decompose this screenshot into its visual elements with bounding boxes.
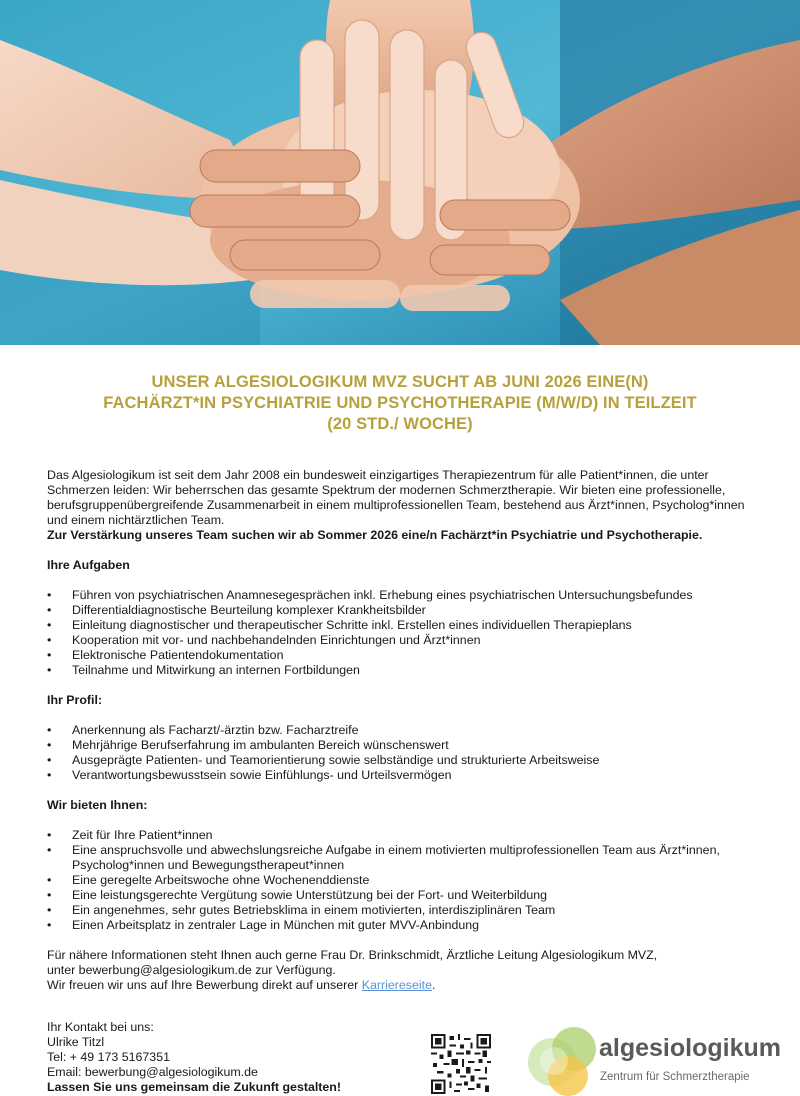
list-item: • Eine geregelte Arbeitswoche ohne Wochenenddienste <box>47 873 757 888</box>
list-item: • Ein angenehmes, sehr gutes Betriebsklima in einem motivierten, interdisziplinären Team <box>47 903 757 918</box>
list-item: • Mehrjährige Berufserfahrung im ambulanten Bereich wünschenswert <box>47 738 757 753</box>
list-item: • Kooperation mit vor- und nachbehandelnden Einrichtungen und Ärzt*innen <box>47 633 757 648</box>
career-page-link[interactable]: Karriereseite <box>361 978 432 992</box>
logo-name: algesiologikum <box>599 1034 781 1062</box>
list-item: • Teilnahme und Mitwirkung an internen Fortbildungen <box>47 663 757 678</box>
list-item: • Einleitung diagnostischer und therapeutischer Schritte inkl. Erstellen eines individuellen Therapieplans <box>47 618 757 633</box>
contact-email[interactable]: Email: bewerbung@algesiologikum.de <box>47 1065 258 1079</box>
logo-tagline: Zentrum für Schmerztherapie <box>600 1071 750 1083</box>
contact-phone: Tel: + 49 173 5167351 <box>47 1050 170 1064</box>
job-description <box>47 468 757 993</box>
contact-heading: Ihr Kontakt bei uns: <box>47 1020 154 1034</box>
aufgaben-list <box>47 588 757 678</box>
intro-text: Das Algesiologikum ist seit dem Jahr 2008 ein bundesweit einzigartiges Therapiezentrum für alle Patient*innen, die unter Schmerzen leiden: Wir beherrschen das gesamte Spektrum der modernen Schmerztherapie. Wir bieten eine professionelle, berufsgruppenübergreifende Zusammenarbeit in einem multiprofessionellen Team, bestehend aus Ärzt*innen, Psycholog*innen und einem nichtärztlichen Team. <box>47 468 745 527</box>
profil-list <box>47 723 757 783</box>
slogan: Lassen Sie uns gemeinsam die Zukunft gestalten! <box>47 1080 342 1094</box>
title-line: (20 STD./ WOCHE) <box>327 415 473 433</box>
section-heading-bieten: Wir bieten Ihnen: <box>47 798 148 812</box>
info-text: . <box>431 978 436 992</box>
section-heading-profil: Ihr Profil: <box>47 693 103 707</box>
list-item: • Eine leistungsgerechte Vergütung sowie Unterstützung bei der Fort- und Weiterbildung <box>47 888 757 903</box>
list-item: • Differentialdiagnostische Beurteilung komplexer Krankheitsbilder <box>47 603 757 618</box>
hero-image <box>0 0 800 345</box>
list-item: • Elektronische Patientendokumentation <box>47 648 757 663</box>
title-line: UNSER ALGESIOLOGIKUM MVZ SUCHT AB JUNI 2026 EINE(N) <box>151 373 649 391</box>
list-item: • Führen von psychiatrischen Anamnesegesprächen inkl. Erhebung eines psychiatrischen Untersuchungsbefundes <box>47 588 757 603</box>
list-item: • Anerkennung als Facharzt/-ärztin bzw. Facharztreife <box>47 723 757 738</box>
info-line-career <box>47 978 757 993</box>
title-line: FACHÄRZT*IN PSYCHIATRIE UND PSYCHOTHERAPIE (M/W/D) IN TEILZEIT <box>103 394 697 412</box>
list-item: • Eine anspruchsvolle und abwechslungsreiche Aufgabe in einem motivierten multiprofessionellen Team aus Ärzt*innen, Psycholog*innen und Bewegungstherapeut*innen <box>47 843 757 873</box>
contact-name: Ulrike Titzl <box>47 1035 105 1049</box>
bieten-list <box>47 828 757 933</box>
section-heading-aufgaben: Ihre Aufgaben <box>47 558 130 572</box>
qr-code-icon[interactable] <box>431 1034 491 1094</box>
job-title <box>40 372 760 435</box>
info-line: unter bewerbung@algesiologikum.de zur Verfügung. <box>47 963 336 977</box>
list-item: • Zeit für Ihre Patient*innen <box>47 828 757 843</box>
list-item: • Verantwortungsbewusstsein sowie Einfühlungs- und Urteilsvermögen <box>47 768 757 783</box>
contact-block <box>47 1020 407 1095</box>
list-item: • Ausgeprägte Patienten- und Teamorientierung sowie selbständige und strukturierte Arbeitsweise <box>47 753 757 768</box>
info-text: Wir freuen wir uns auf Ihre Bewerbung direkt auf unserer <box>47 978 362 992</box>
stacked-hands-photo <box>0 0 800 345</box>
info-line: Für nähere Informationen steht Ihnen auch gerne Frau Dr. Brinkschmidt, Ärztliche Leitung Algesiologikum MVZ, <box>47 948 658 962</box>
intro-highlight: Zur Verstärkung unseres Team suchen wir ab Sommer 2026 eine/n Fachärzt*in Psychiatrie und Psychotherapie. <box>47 528 703 542</box>
list-item: • Einen Arbeitsplatz in zentraler Lage in München mit guter MVV-Anbindung <box>47 918 757 933</box>
